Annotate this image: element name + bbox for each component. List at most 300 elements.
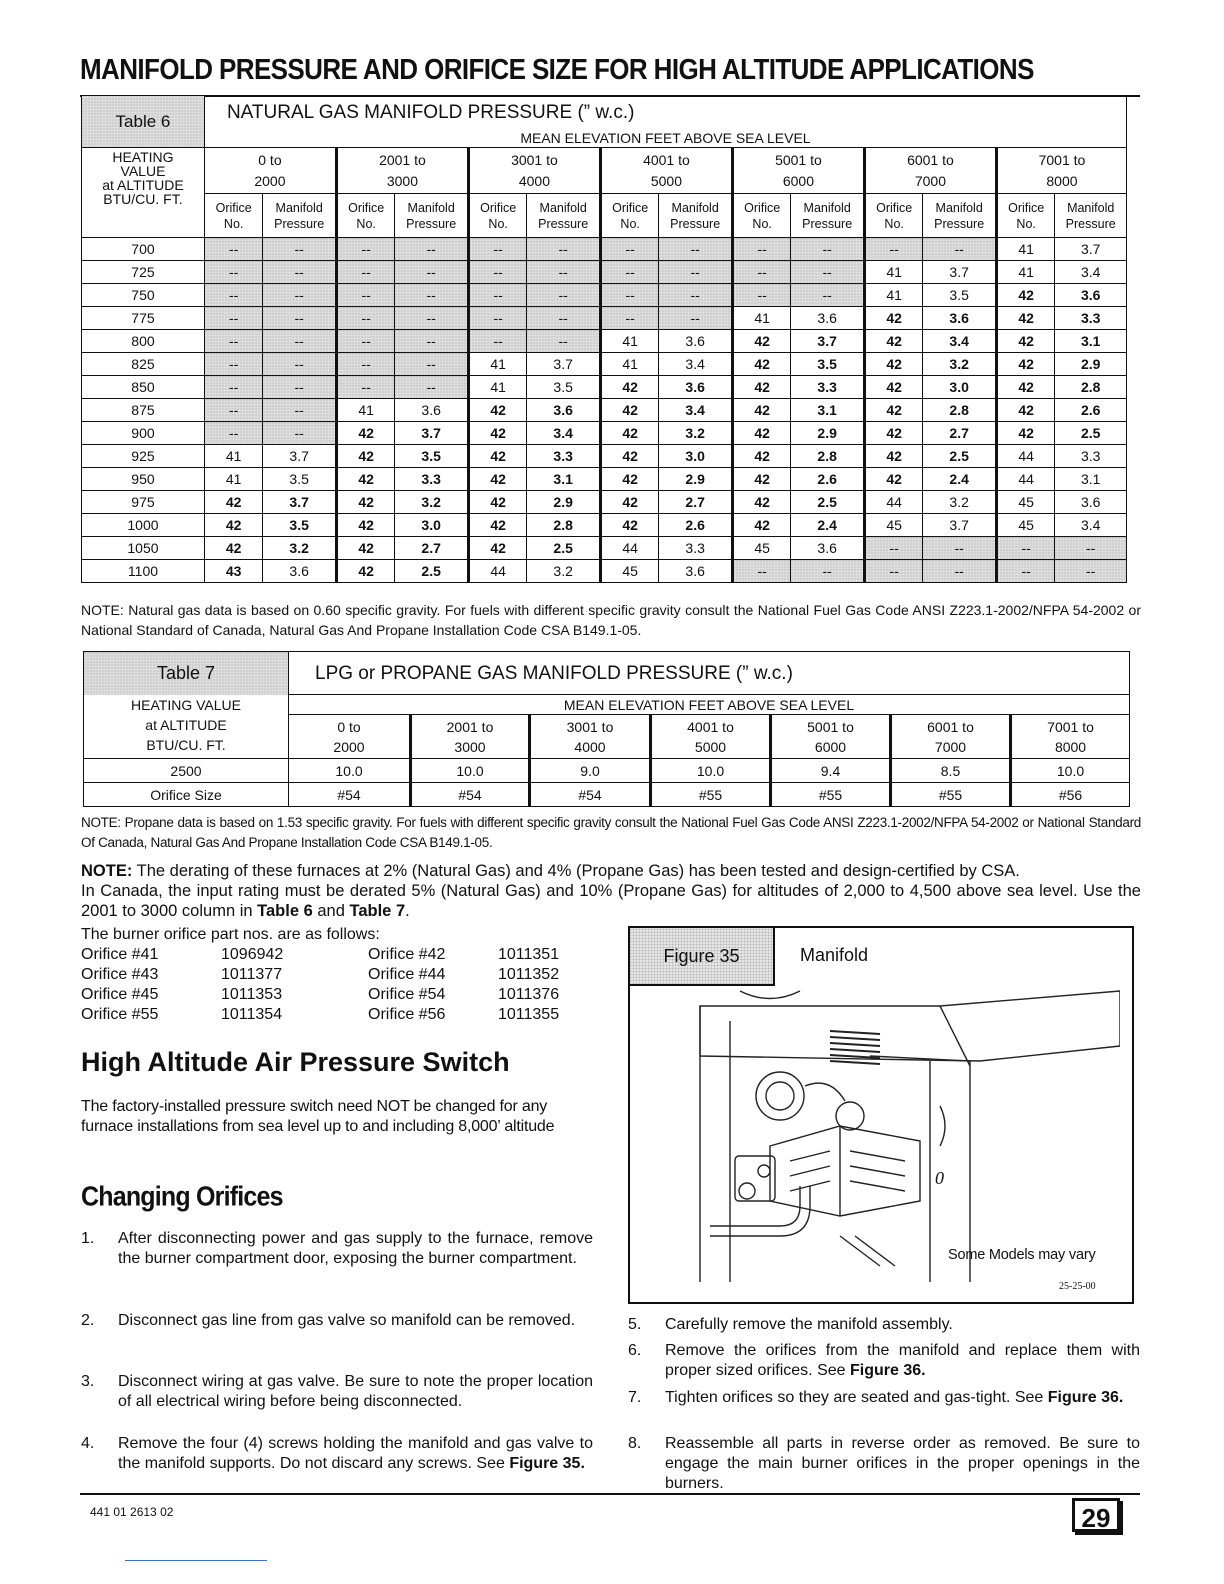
orifice-part-number: 1011376 — [498, 986, 560, 1003]
figure-35 — [628, 926, 1134, 1304]
pressure-cell: 2.7 — [923, 422, 997, 445]
manifold-illustration — [640, 986, 1120, 1282]
orifice-part-number: 1011351 — [498, 946, 560, 963]
manifold-header-line: Pressure — [538, 216, 589, 231]
table-row — [82, 537, 1127, 560]
orifice-cell: 42 — [996, 422, 1054, 445]
orifice-cell: -- — [204, 307, 262, 330]
pressure-cell: 3.6 — [1055, 284, 1127, 307]
manifold-pressure-header — [395, 194, 469, 238]
step-text: Reassemble all parts in reverse order as removed. Be sure to engage the main burner orifices in the proper openings in the burners. — [665, 1435, 1140, 1492]
range-to: 6000 — [814, 739, 847, 755]
pressure-cell: -- — [263, 261, 337, 284]
orifice-cell: -- — [864, 537, 922, 560]
pressure-cell: 2.4 — [923, 468, 997, 491]
table-6-caption: NATURAL GAS MANIFOLD PRESSURE (” w.c.) — [204, 96, 1126, 130]
pressure-cell: -- — [923, 560, 997, 583]
orifice-cell: -- — [204, 330, 262, 353]
pressure-cell: 2.9 — [527, 491, 601, 514]
orifice-no-header — [996, 194, 1054, 238]
heating-header-line: at ALTITUDE — [102, 177, 184, 193]
orifice-cell: 42 — [204, 491, 262, 514]
heating-value-cell: 1000 — [82, 514, 205, 537]
ref-table-6[interactable]: Table 6 — [257, 902, 313, 920]
pressure-cell: 3.7 — [791, 330, 865, 353]
orifice-header-line: No. — [752, 216, 772, 231]
orifice-header-line: Orifice — [348, 200, 385, 215]
range-from: 5001 to — [775, 152, 822, 168]
pressure-cell: 3.2 — [923, 353, 997, 376]
orifice-no-header — [336, 194, 394, 238]
ref-figure-36[interactable]: Figure 36. — [1047, 1389, 1124, 1406]
orifice-cell: -- — [468, 307, 526, 330]
table-6-natural-gas — [81, 95, 1127, 583]
pressure-cell: -- — [659, 238, 733, 261]
pressure-cell: 3.0 — [659, 445, 733, 468]
elevation-range-7 — [1011, 715, 1130, 759]
range-from: 4001 to — [643, 152, 690, 168]
pressure-cell: 2.7 — [395, 537, 469, 560]
orifice-cell: 42 — [336, 445, 394, 468]
pressure-cell: 3.6 — [659, 560, 733, 583]
pressure-switch-heading: High Altitude Air Pressure Switch — [81, 1047, 510, 1077]
pressure-cell: 3.3 — [1055, 307, 1127, 330]
pressure-cell: 3.7 — [923, 261, 997, 284]
orifice-cell: 42 — [336, 491, 394, 514]
orifice-cell: 43 — [204, 560, 262, 583]
step-text: Carefully remove the manifold assembly. — [665, 1316, 953, 1333]
orifice-cell: 42 — [600, 399, 658, 422]
orifice-cell: 42 — [996, 330, 1054, 353]
orifice-name: Orifice #41 — [81, 946, 159, 963]
pressure-cell: -- — [263, 330, 337, 353]
derating-note-p1: The derating of these furnaces at 2% (Natural Gas) and 4% (Propane Gas) has been tested and design-certified by CSA. — [132, 862, 1020, 880]
manifold-pressure-header — [791, 194, 865, 238]
pressure-cell: 2.5 — [527, 537, 601, 560]
orifice-cell: 42 — [468, 491, 526, 514]
manifold-pressure-header — [1055, 194, 1127, 238]
step-number: 3. — [81, 1373, 95, 1390]
pressure-cell: 3.3 — [791, 376, 865, 399]
table-6-subheader-row — [82, 194, 1127, 238]
orifice-cell: -- — [204, 353, 262, 376]
step-text — [118, 1434, 593, 1474]
orifice-header-line: Orifice — [612, 200, 649, 215]
value-cell: 8.5 — [891, 759, 1011, 783]
elevation-range-3 — [468, 148, 600, 194]
value-cell: 10.0 — [1011, 759, 1130, 783]
pressure-cell: 3.5 — [263, 514, 337, 537]
manifold-header-line: Manifold — [407, 200, 455, 215]
step-4-text: Remove the four (4) screws holding the manifold and gas valve to the manifold supports. Do not discard any screws. See — [118, 1435, 593, 1472]
orifice-cell: -- — [864, 238, 922, 261]
elevation-range-6 — [864, 148, 996, 194]
value-cell: 10.0 — [651, 759, 771, 783]
orifice-cell: -- — [336, 376, 394, 399]
heating-value-cell: 1100 — [82, 560, 205, 583]
pressure-cell: 3.5 — [923, 284, 997, 307]
orifice-cell: 41 — [996, 261, 1054, 284]
manifold-header-line: Pressure — [406, 216, 457, 231]
orifice-cell: 41 — [864, 284, 922, 307]
elevation-range-3 — [530, 715, 651, 759]
pressure-cell: 3.1 — [1055, 330, 1127, 353]
table-row — [84, 759, 1130, 783]
value-cell: 10.0 — [411, 759, 530, 783]
step-8 — [628, 1434, 1140, 1496]
orifice-cell: 42 — [864, 468, 922, 491]
pressure-cell: 2.6 — [1055, 399, 1127, 422]
pressure-cell: 2.8 — [527, 514, 601, 537]
range-to: 8000 — [1046, 173, 1078, 189]
table-row — [82, 560, 1127, 583]
orifice-cell: 44 — [600, 537, 658, 560]
pressure-cell: -- — [527, 284, 601, 307]
pressure-cell: 3.1 — [527, 468, 601, 491]
orifice-name: Orifice #55 — [81, 1006, 159, 1023]
value-cell: #56 — [1011, 783, 1130, 807]
orifice-cell: 42 — [864, 376, 922, 399]
table-row — [82, 491, 1127, 514]
value-cell: #54 — [411, 783, 530, 807]
pressure-cell: -- — [791, 238, 865, 261]
orifice-cell: -- — [336, 284, 394, 307]
step-number: 7. — [628, 1389, 642, 1406]
range-to: 7000 — [914, 173, 947, 189]
heating-value-cell: 725 — [82, 261, 205, 284]
orifice-cell: 45 — [864, 514, 922, 537]
orifice-cell: 42 — [468, 399, 526, 422]
derating-note-end: . — [405, 902, 410, 920]
orifice-cell: 42 — [996, 284, 1054, 307]
orifice-part-number: 1011355 — [498, 1006, 560, 1023]
elevation-range-4 — [651, 715, 771, 759]
pressure-cell: 3.7 — [395, 422, 469, 445]
orifice-cell: 41 — [468, 353, 526, 376]
range-from: 2001 to — [379, 152, 426, 168]
orifice-cell: -- — [732, 238, 790, 261]
orifice-cell: 42 — [732, 468, 790, 491]
range-from: 0 to — [337, 719, 361, 735]
pressure-cell: 3.2 — [923, 491, 997, 514]
orifice-cell: 44 — [996, 468, 1054, 491]
elevation-range-1 — [289, 715, 411, 759]
value-cell: #55 — [651, 783, 771, 807]
pressure-cell: 3.1 — [1055, 468, 1127, 491]
pressure-cell: 3.1 — [791, 399, 865, 422]
pressure-cell: 2.8 — [1055, 376, 1127, 399]
figure-35-note: Some Models may vary — [948, 1247, 1096, 1263]
derating-note — [81, 861, 1141, 921]
pressure-cell: -- — [659, 261, 733, 284]
pressure-cell: -- — [1055, 537, 1127, 560]
table-6-body — [82, 238, 1127, 583]
table-row — [82, 330, 1127, 353]
row-label: Orifice Size — [84, 783, 289, 807]
orifice-cell: -- — [336, 307, 394, 330]
heating-value-cell: 875 — [82, 399, 205, 422]
pressure-cell: 3.2 — [659, 422, 733, 445]
table-row — [82, 445, 1127, 468]
orifice-cell: 41 — [336, 399, 394, 422]
derating-note-label: NOTE: — [81, 862, 133, 880]
pressure-cell: -- — [395, 307, 469, 330]
step-2 — [81, 1311, 593, 1353]
heating-value-cell: 850 — [82, 376, 205, 399]
derating-note-and: and — [312, 902, 350, 920]
step-1 — [81, 1229, 593, 1291]
orifice-cell: 41 — [732, 307, 790, 330]
value-cell: #54 — [530, 783, 651, 807]
orifice-cell: -- — [204, 422, 262, 445]
orifice-header-line: Orifice — [744, 200, 781, 215]
scan-rule — [125, 1560, 267, 1561]
orifice-parts-list — [81, 945, 601, 1029]
orifice-header-line: No. — [488, 216, 508, 231]
pressure-cell: 3.4 — [923, 330, 997, 353]
pressure-cell: 3.5 — [395, 445, 469, 468]
elevation-range-1 — [204, 148, 336, 194]
pressure-cell: 3.5 — [527, 376, 601, 399]
pressure-cell: 2.9 — [1055, 353, 1127, 376]
manifold-header-line: Manifold — [275, 200, 323, 215]
pressure-cell: -- — [263, 284, 337, 307]
step-number: 8. — [628, 1435, 642, 1452]
pressure-cell: 3.4 — [527, 422, 601, 445]
range-from: 6001 to — [907, 152, 954, 168]
pressure-cell: 3.2 — [395, 491, 469, 514]
manifold-pressure-header — [659, 194, 733, 238]
table-7-propane — [83, 651, 1130, 807]
orifice-cell: -- — [336, 238, 394, 261]
pressure-cell: -- — [395, 284, 469, 307]
figure-35-code: 25-25-00 — [1059, 1281, 1096, 1292]
page-title: MANIFOLD PRESSURE AND ORIFICE SIZE FOR HIGH ALTITUDE APPLICATIONS — [80, 52, 1034, 86]
orifice-cell: 42 — [336, 514, 394, 537]
pressure-cell: 3.6 — [395, 399, 469, 422]
manifold-header-line: Manifold — [935, 200, 983, 215]
pressure-cell: 3.0 — [923, 376, 997, 399]
orifice-cell: 42 — [600, 376, 658, 399]
range-from: 2001 to — [446, 719, 494, 735]
range-to: 2000 — [333, 739, 365, 755]
orifice-cell: 45 — [600, 560, 658, 583]
table-row — [82, 468, 1127, 491]
orifice-cell: 42 — [864, 353, 922, 376]
range-to: 4000 — [518, 173, 551, 189]
pressure-cell: 3.7 — [527, 353, 601, 376]
orifice-cell: 42 — [864, 445, 922, 468]
range-to: 8000 — [1054, 739, 1087, 755]
step-5 — [628, 1315, 1140, 1337]
pressure-cell: 2.5 — [395, 560, 469, 583]
step-text — [665, 1388, 1140, 1408]
orifice-cell: 45 — [996, 514, 1054, 537]
pressure-cell: -- — [659, 307, 733, 330]
orifice-header-line: Orifice — [480, 200, 517, 215]
pressure-cell: 3.4 — [659, 399, 733, 422]
heating-value-cell: 900 — [82, 422, 205, 445]
table-7-caption: LPG or PROPANE GAS MANIFOLD PRESSURE (” w.c.) — [289, 652, 1130, 695]
pressure-cell: -- — [263, 399, 337, 422]
orifice-cell: -- — [600, 238, 658, 261]
table-6-tag: Table 6 — [82, 96, 205, 148]
pressure-cell: 3.3 — [1055, 445, 1127, 468]
orifice-cell: 41 — [600, 330, 658, 353]
range-to: 6000 — [782, 173, 815, 189]
step-6 — [628, 1341, 1140, 1383]
orifice-cell: -- — [600, 284, 658, 307]
elevation-range-5 — [732, 148, 864, 194]
table-row — [82, 376, 1127, 399]
heating-header-line: BTU/CU. FT. — [103, 191, 183, 207]
range-from: 5001 to — [807, 719, 854, 735]
pressure-cell: 3.5 — [263, 468, 337, 491]
orifice-cell: -- — [732, 284, 790, 307]
range-to: 2000 — [254, 173, 286, 189]
pressure-cell: -- — [923, 238, 997, 261]
pressure-cell: 2.7 — [659, 491, 733, 514]
orifice-cell: 42 — [600, 514, 658, 537]
orifice-cell: 42 — [864, 422, 922, 445]
heating-value-cell: 775 — [82, 307, 205, 330]
orifice-cell: 42 — [732, 399, 790, 422]
heating-value-cell: 750 — [82, 284, 205, 307]
orifice-name: Orifice #43 — [81, 966, 159, 983]
orifice-cell: 42 — [468, 514, 526, 537]
orifice-cell: 42 — [204, 514, 262, 537]
pressure-cell: -- — [395, 330, 469, 353]
orifice-cell: 42 — [864, 330, 922, 353]
step-text: Disconnect gas line from gas valve so manifold can be removed. — [118, 1312, 576, 1329]
manifold-pressure-header — [527, 194, 601, 238]
ref-figure-36[interactable]: Figure 36. — [849, 1362, 926, 1379]
orifice-cell: -- — [468, 261, 526, 284]
step-6-text: Remove the orifices from the manifold and replace them with proper sized orifices. See — [665, 1342, 1140, 1379]
pressure-cell: 3.7 — [263, 445, 337, 468]
orifice-part-number: 1011377 — [221, 966, 283, 983]
figure-35-mark: 0 — [935, 1168, 944, 1188]
pressure-cell: -- — [395, 261, 469, 284]
pressure-cell: 3.6 — [791, 537, 865, 560]
table-7-note: NOTE: Propane data is based on 1.53 specific gravity. For fuels with different specific gravity consult the National Fuel Gas Code ANSI Z223.1-2002/NFPA 54-2002 or National Standard Of Canada, Natural Gas And Propane Installation Code CSA B149.1-05. — [81, 815, 1141, 850]
orifice-part-number: 1096942 — [221, 946, 284, 963]
row-label: 2500 — [84, 759, 289, 783]
heating-value-cell: 950 — [82, 468, 205, 491]
orifice-cell: 42 — [732, 445, 790, 468]
pressure-cell: 3.2 — [527, 560, 601, 583]
ref-table-7[interactable]: Table 7 — [349, 902, 406, 920]
heating-value-cell: 800 — [82, 330, 205, 353]
orifice-header-line: No. — [1016, 216, 1036, 231]
pressure-cell: 2.6 — [659, 514, 733, 537]
heating-header-line: BTU/CU. FT. — [146, 736, 226, 753]
orifice-part-number: 1011354 — [221, 1006, 283, 1023]
manifold-header-line: Pressure — [274, 216, 325, 231]
value-cell: 9.4 — [771, 759, 891, 783]
orifice-cell: -- — [204, 261, 262, 284]
orifice-cell: 42 — [600, 468, 658, 491]
pressure-cell: -- — [1055, 560, 1127, 583]
table-row — [82, 422, 1127, 445]
pressure-cell: 3.4 — [659, 353, 733, 376]
orifice-cell: -- — [732, 560, 790, 583]
orifice-cell: 41 — [204, 468, 262, 491]
range-from: 7001 to — [1038, 152, 1086, 168]
heating-header-line: HEATING VALUE — [131, 696, 241, 713]
pressure-cell: -- — [263, 376, 337, 399]
orifice-cell: -- — [996, 560, 1054, 583]
orifice-cell: -- — [468, 284, 526, 307]
orifice-cell: 42 — [600, 422, 658, 445]
heating-value-cell: 1050 — [82, 537, 205, 560]
orifice-cell: 42 — [864, 307, 922, 330]
pressure-cell: 3.6 — [791, 307, 865, 330]
pressure-cell: -- — [527, 307, 601, 330]
orifice-header-line: No. — [223, 216, 244, 231]
orifice-cell: 42 — [996, 353, 1054, 376]
pressure-cell: 2.8 — [923, 399, 997, 422]
elevation-range-2 — [336, 148, 468, 194]
orifice-header-line: Orifice — [876, 200, 913, 215]
table-row — [82, 307, 1127, 330]
range-to: 3000 — [454, 739, 486, 755]
orifice-cell: 44 — [996, 445, 1054, 468]
value-cell: 9.0 — [530, 759, 651, 783]
orifice-no-header — [864, 194, 922, 238]
orifice-header-line: No. — [884, 216, 904, 231]
orifice-cell: 42 — [732, 353, 790, 376]
pressure-cell: 2.5 — [923, 445, 997, 468]
step-number: 2. — [81, 1312, 95, 1329]
step-7 — [628, 1388, 1140, 1430]
orifice-cell: -- — [864, 560, 922, 583]
orifice-name: Orifice #54 — [368, 986, 446, 1003]
range-from: 7001 to — [1047, 719, 1094, 735]
pressure-cell: 2.9 — [791, 422, 865, 445]
pressure-cell: 2.4 — [791, 514, 865, 537]
orifice-name: Orifice #45 — [81, 986, 159, 1003]
heating-value-cell: 825 — [82, 353, 205, 376]
step-text: After disconnecting power and gas supply to the furnace, remove the burner compartment door, exposing the burner compartment. — [118, 1230, 593, 1267]
orifice-cell: -- — [204, 238, 262, 261]
manifold-header-line: Manifold — [803, 200, 851, 215]
pressure-cell: -- — [527, 330, 601, 353]
value-cell: 10.0 — [289, 759, 411, 783]
page-number: 29 — [1072, 1498, 1120, 1532]
step-number: 5. — [628, 1316, 642, 1333]
orifice-cell: 45 — [996, 491, 1054, 514]
step-number: 1. — [81, 1230, 95, 1247]
orifice-cell: 42 — [864, 399, 922, 422]
elevation-range-6 — [891, 715, 1011, 759]
pressure-cell: -- — [395, 353, 469, 376]
pressure-cell: -- — [791, 284, 865, 307]
manifold-header-line: Manifold — [671, 200, 719, 215]
orifice-cell: 44 — [468, 560, 526, 583]
step-number: 4. — [81, 1435, 95, 1452]
orifice-cell: -- — [204, 399, 262, 422]
orifice-header-line: No. — [620, 216, 640, 231]
pressure-cell: 3.5 — [791, 353, 865, 376]
heating-header-line: VALUE — [120, 163, 166, 179]
pressure-cell: -- — [527, 238, 601, 261]
orifice-cell: 42 — [468, 537, 526, 560]
orifice-cell: 42 — [732, 491, 790, 514]
orifice-cell: -- — [204, 284, 262, 307]
ref-figure-35[interactable]: Figure 35. — [509, 1455, 585, 1472]
step-7-text: Tighten orifices so they are seated and gas-tight. See — [665, 1389, 1048, 1406]
